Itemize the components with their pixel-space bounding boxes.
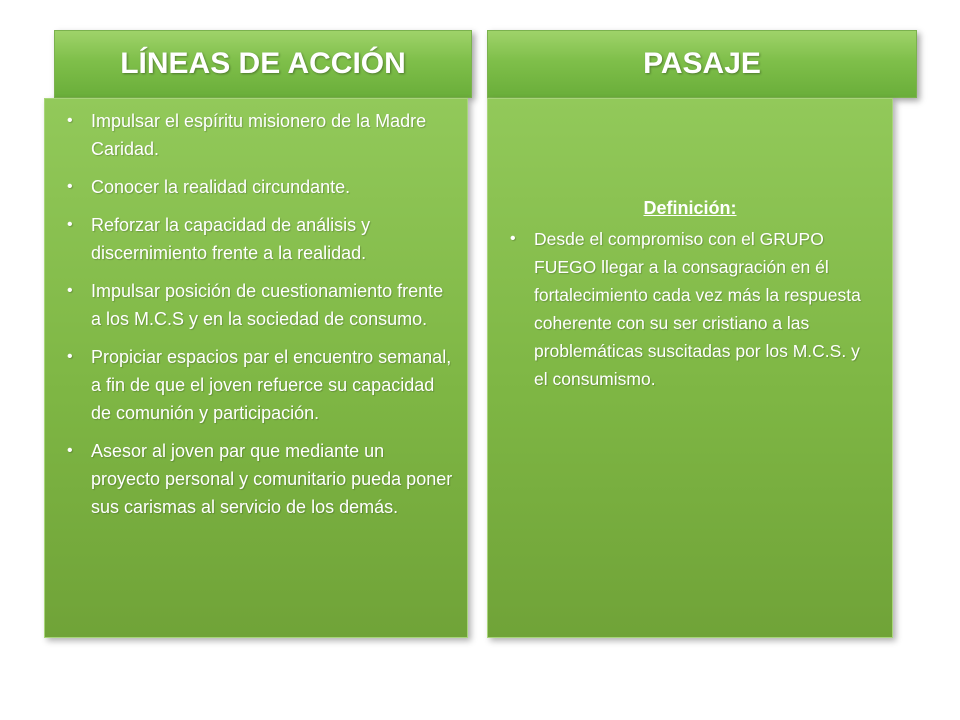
lineas-de-accion-list: [59, 107, 453, 521]
bullet-icon: •: [67, 178, 73, 195]
pasaje-panel: [487, 98, 893, 638]
pasaje-header: [487, 30, 917, 98]
list-item: • Impulsar posición de cuestionamiento frente a los M.C.S y en la sociedad de consumo.: [59, 277, 453, 333]
pasaje-title: PASAJE: [643, 47, 761, 80]
bullet-icon: •: [67, 442, 73, 459]
bullet-icon: •: [67, 216, 73, 233]
pasaje-list: [502, 225, 878, 393]
definition-label: Definición:: [643, 198, 737, 218]
list-item: • Impulsar el espíritu misionero de la Madre Caridad.: [59, 107, 453, 163]
bullet-icon: •: [510, 230, 516, 247]
lineas-de-accion-header: [54, 30, 472, 98]
bullet-icon: •: [67, 112, 73, 129]
lineas-de-accion-panel: [44, 98, 468, 638]
list-item: • Conocer la realidad circundante.: [59, 173, 453, 201]
bullet-icon: •: [67, 348, 73, 365]
bullet-icon: •: [67, 282, 73, 299]
list-item: • Desde el compromiso con el GRUPO FUEGO llegar a la consagración en él fortalecimiento cada vez más la respuesta coherente con su ser cristiano a las problemáticas suscitadas por los M.C.S. y el consumismo.: [502, 225, 878, 393]
list-item: • Reforzar la capacidad de análisis y discernimiento frente a la realidad.: [59, 211, 453, 267]
lineas-de-accion-title: LÍNEAS DE ACCIÓN: [120, 47, 406, 80]
list-item: • Propiciar espacios par el encuentro semanal, a fin de que el joven refuerce su capacidad de comunión y participación.: [59, 343, 453, 427]
list-item: • Asesor al joven par que mediante un proyecto personal y comunitario pueda poner sus carismas al servicio de los demás.: [59, 437, 453, 521]
